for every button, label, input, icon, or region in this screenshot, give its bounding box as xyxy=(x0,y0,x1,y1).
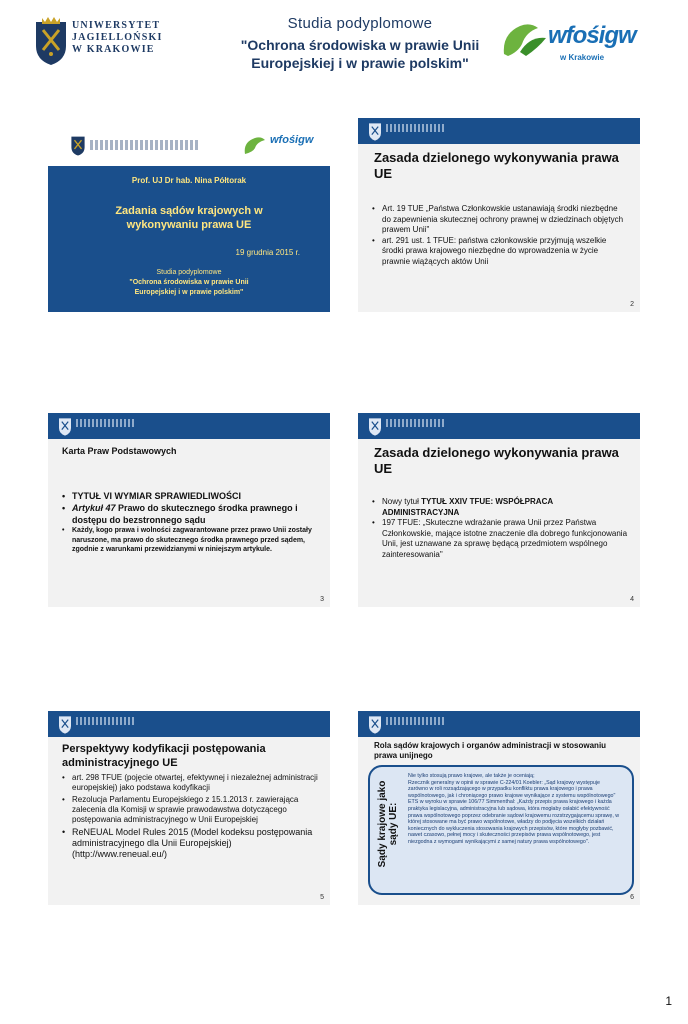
leaf-icon xyxy=(243,134,273,156)
university-crest-icon xyxy=(366,714,384,734)
slide-band xyxy=(48,413,330,439)
partner-city: w Krakowie xyxy=(560,53,605,62)
side-label-wrap xyxy=(372,773,402,885)
university-name-strip xyxy=(90,140,200,150)
university-crest-icon xyxy=(56,714,74,734)
course-subtitle-line: "Ochrona środowiska w prawie Unii xyxy=(240,37,480,53)
bullet-text: Nowy tytuł xyxy=(382,497,422,506)
bullet-item: • Art. 19 TUE „Państwa Członkowskie ustanawiają środki niezbędne do zapewnienia skutecznej ochrony prawnej w dziedzinach objętych prawem Unii" xyxy=(372,204,628,236)
bullet-item xyxy=(62,502,320,526)
slide-title: Zasada dzielonego wykonywania prawa UE xyxy=(374,445,619,476)
course-subtitle-line: Europejskiej i w prawie polskim" xyxy=(251,55,469,71)
course-subtitle xyxy=(190,36,530,72)
band-university-strip xyxy=(76,717,136,725)
slide-4 xyxy=(358,413,640,607)
slide-band xyxy=(358,118,640,144)
slide-course xyxy=(48,268,330,298)
slide-number: 3 xyxy=(320,596,324,603)
slide-course-line: "Ochrona środowiska w prawie Unii xyxy=(129,279,249,286)
university-crest-icon xyxy=(366,416,384,436)
university-crest-icon xyxy=(70,134,86,156)
callout-text xyxy=(408,773,620,846)
slide-date: 19 grudnia 2015 r. xyxy=(235,248,300,257)
slide-1 xyxy=(48,118,330,312)
slide-course-line: Europejskiej i w prawie polskim" xyxy=(134,289,244,296)
bullet-item: • ReNEUAL Model Rules 2015 (Model kodeksu postępowania administracyjnego dla Unii Europejskiej) (http://www.reneual.eu/) xyxy=(62,827,320,860)
bullet-item: • Każdy, kogo prawa i wolności zagwarantowane przez prawo Unii zostały naruszone, ma prawo do skutecznego środka prawnego przed sądem, zgodnie z warunkami przewidzianymi w niniejszym artykule. xyxy=(62,526,320,555)
slide-title: Zadania sądów krajowych w wykonywaniu prawa UE xyxy=(115,205,263,231)
university-crest-icon xyxy=(366,121,384,141)
slide-3 xyxy=(48,413,330,607)
slide-title: Zasada dzielonego wykonywania prawa UE xyxy=(374,150,619,181)
slide-number: 4 xyxy=(630,596,634,603)
slide-title: Karta Praw Podstawowych xyxy=(62,446,177,456)
band-university-strip xyxy=(386,717,446,725)
university-crest-icon xyxy=(34,16,68,66)
slide-band xyxy=(48,711,330,737)
slide-bullets xyxy=(372,204,628,267)
band-university-strip xyxy=(386,124,446,132)
slide-author: Prof. UJ Dr hab. Nina Półtorak xyxy=(131,176,247,185)
bullet-item: • TYTUŁ VI WYMIAR SPRAWIEDLIWOŚCI xyxy=(62,490,320,502)
slide-number: 5 xyxy=(320,894,324,901)
slide-2 xyxy=(358,118,640,312)
slide-number: 2 xyxy=(630,301,634,308)
slide-bullets xyxy=(372,497,628,560)
partner-logo-text: wfośigw xyxy=(270,134,314,146)
slide-5 xyxy=(48,711,330,905)
partner-logo-text: wfośigw xyxy=(548,22,636,49)
callout-paragraph: Nie tylko stosują prawo krajowe, ale także je oceniają; xyxy=(408,773,535,779)
band-university-strip xyxy=(76,419,136,427)
slide-band xyxy=(358,711,640,737)
slide-course-line: Studia podyplomowe xyxy=(156,269,222,276)
slide-title: Perspektywy kodyfikacji postępowania administracyjnego UE xyxy=(62,743,266,769)
callout-paragraph: ETS w wyroku w sprawie 106/77 Simmenthal: „Każdy przepis prawa krajowego i każda praktyka legislacyjna, administracyjna lub sądowa, która mogłaby osłabić efektywność prawa wspólnotowego poprzez odebranie sądowi krajowemu rozstrzygającemu sprawę, w której stosowane ma być prawo wspólnotowe, władzy do podjęcia wszelkich działań koniecznych do wykluczenia stosowania krajowych przepisów, które mogłyby pozbawić, nawet czasowo, pełnej mocy i skuteczności przepisów prawa wspólnotowego, jest niezgodna z wymogami wynikającymi z samej natury prawa wspólnotowego". xyxy=(408,799,620,845)
slide-bullets xyxy=(62,490,320,555)
slide-band xyxy=(358,413,640,439)
university-line: UNIWERSYTET xyxy=(72,20,161,31)
course-title: Studia podyplomowe xyxy=(287,15,433,32)
bullet-item: • art. 291 ust. 1 TFUE: państwa członkowskie przyjmują wszelkie środki prawa krajowego niezbędne do wprowadzenia w życie prawnie wiążących aktów Unii xyxy=(372,236,628,268)
slide-title: Rola sądów krajowych i organów administracji w stosowaniu prawa unijnego xyxy=(374,741,607,760)
bullet-item: • art. 298 TFUE (pojęcie otwartej, efektywnej i niezależnej administracji europejskiej) jako podstawa kodyfikacji xyxy=(62,773,320,793)
article-text: Prawo do skutecznego środka prawnego i dostępu do bezstronnego sądu xyxy=(72,503,298,525)
article-label: Artykuł 47 xyxy=(72,503,116,513)
bullet-item: • Rezolucja Parlamentu Europejskiego z 15.1.2013 r. zawierająca zalecenia dla Komisji w sprawie prawodawstwa dotyczącego postępowania administracyjnego w Unii Europejskiej xyxy=(62,795,320,825)
university-name xyxy=(72,20,163,56)
band-university-strip xyxy=(386,419,446,427)
slide-number: 6 xyxy=(630,894,634,901)
bullet-bold-text: TYTUŁ XXIV TFUE: WSPÓŁPRACA ADMINISTRACYJNA xyxy=(382,497,553,517)
slide-6 xyxy=(358,711,640,905)
bullet-item: • 197 TFUE: „Skuteczne wdrażanie prawa Unii przez Państwa Członkowskie, mające istotne znaczenie dla dobrego funkcjonowania Unii, jest uznawane za sprawę będącą przedmiotem wspólnego zainteresowania" xyxy=(372,518,628,560)
slide-bullets xyxy=(62,773,320,860)
university-crest-icon xyxy=(56,416,74,436)
bullet-item xyxy=(372,497,628,518)
page-number: 1 xyxy=(665,994,672,1008)
callout-paragraph: Rzecznik generalny w opinii w sprawie C-224/01 Koebler: „Sąd krajowy występuje zarówno w roli rozsądzającego w przypadku konfliktu prawa krajowego i prawa wspólnotowego, jak i chroniącego prawo krajowe wynikające z systemu wspólnotowego" xyxy=(408,779,616,799)
university-line: JAGIELLOŃSKI xyxy=(72,32,163,43)
university-line: W KRAKOWIE xyxy=(72,44,155,55)
side-label: Sądy krajowe jako sądy UE: xyxy=(377,780,399,868)
